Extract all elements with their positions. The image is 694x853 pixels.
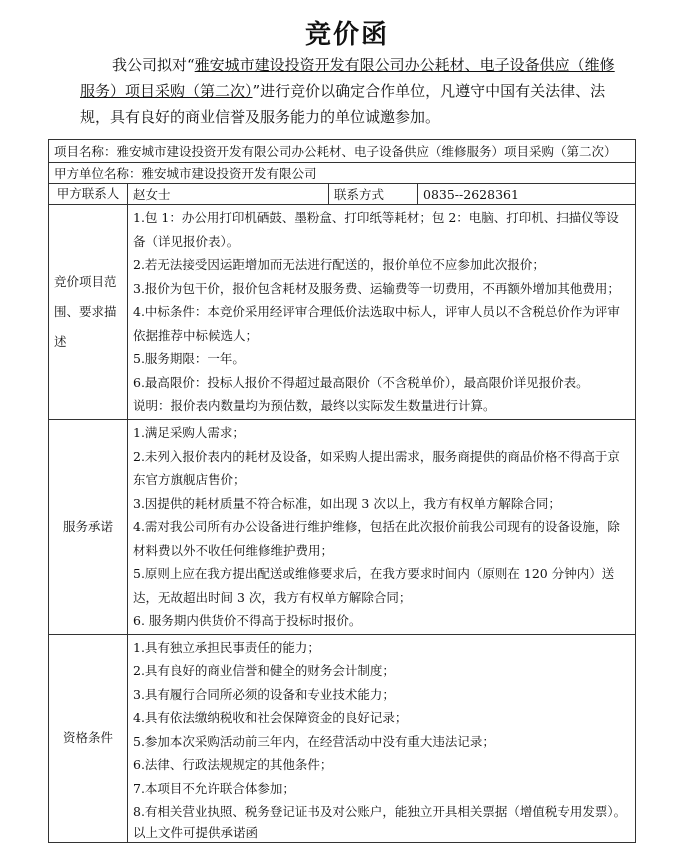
section-label: 服务承诺 <box>49 420 128 635</box>
list-item: 7.本项目不允许联合体参加； <box>133 780 295 796</box>
section-scope <box>49 205 636 420</box>
list-item: 5.原则上应在我方提出配送或维修要求后，在我方要求时间内（原则在 120 分钟内）送达，无故超出时间 3 次，我方有权单方解除合同； <box>133 566 615 605</box>
bid-table <box>48 139 636 843</box>
list-item: 4.具有依法缴纳税收和社会保障资金的良好记录； <box>133 710 408 725</box>
list-item: 8.有相关营业执照、税务登记证书及对公账户，能独立开具相关票据（增值税专用发票）。 <box>133 804 627 819</box>
contact-value: 赵女士 <box>128 184 329 205</box>
intro-paragraph <box>80 52 620 130</box>
contact-label: 甲方联系人 <box>49 184 128 205</box>
list-item: 3.因提供的耗材质量不符合标准，如出现 3 次以上，我方有权单方解除合同； <box>133 495 561 511</box>
list-item: 1.包 1：办公用打印机硒鼓、墨粉盒、打印纸等耗材；包 2：电脑、打印机、扫描仪等设备（详见报价表）。 <box>133 210 619 249</box>
intro-prefix: 我公司拟对“ <box>112 56 195 74</box>
party-a-name: 甲方单位名称：雅安城市建设投资开发有限公司 <box>49 163 636 184</box>
list-item: 6.法律、行政法规规定的其他条件； <box>133 757 333 772</box>
phone-label: 联系方式 <box>329 184 418 205</box>
list-item: 3.具有履行合同所必须的设备和专业技术能力； <box>133 686 395 702</box>
section-service <box>49 420 636 635</box>
list-item: 6.最高限价：投标人报价不得超过最高限价（不含税单价），最高限价详见报价表。 <box>133 374 589 390</box>
list-item: 4.中标条件：本竞价采用经评审合理低价法选取中标人，评审人员以不含税总价作为评审依据推荐中标候选人； <box>133 304 620 343</box>
section-qualification <box>49 634 636 842</box>
list-item: 6. 服务期内供货价不得高于投标时报价。 <box>133 613 362 628</box>
list-item: 以上文件可提供承诺函 <box>133 824 259 840</box>
list-item: 1.具有独立承担民事责任的能力； <box>133 639 320 655</box>
intro-suffix: ”进行竞价以确定合作单位，凡遵守中国有关法律、法规，具有良好的商业信誉及服务能力的单位诚邀参加。 <box>80 82 606 126</box>
page-title: 竞价函 <box>304 20 389 50</box>
list-item: 4.需对我公司所有办公设备进行维护维修，包括在此次报价前我公司现有的设备设施，除材料费以外不收任何维修维护费用； <box>133 519 620 558</box>
list-item: 3.报价为包干价，报价包含耗材及服务费、运输费等一切费用，不再额外增加其他费用； <box>133 280 620 296</box>
list-item: 5.服务期限：一年。 <box>133 351 245 367</box>
list-item: 2.未列入报价表内的耗材及设备，如采购人提出需求，服务商提供的商品价格不得高于京东官方旗舰店售价； <box>133 448 620 487</box>
project-name: 项目名称：雅安城市建设投资开发有限公司办公耗材、电子设备供应（维修服务）项目采购（第二次） <box>49 140 636 163</box>
section-label: 资格条件 <box>49 634 128 842</box>
list-item: 2.具有良好的商业信誉和健全的财务会计制度； <box>133 663 395 678</box>
list-item: 说明：报价表内数量均为预估数，最终以实际发生数量进行计算。 <box>133 398 496 414</box>
intro-project: 雅安城市建设投资开发有限公司办公耗材、电子设备供应（维修服务）项目采购（第二次） <box>80 56 615 100</box>
list-item: 5.参加本次采购活动前三年内，在经营活动中没有重大违法记录； <box>133 733 495 749</box>
phone-value: 0835--2628361 <box>418 184 636 205</box>
list-item: 2.若无法接受因运距增加而无法进行配送的，报价单位不应参加此次报价； <box>133 257 545 273</box>
section-label: 竞价项目范围、要求描述 <box>49 205 128 420</box>
list-item: 1.满足采购人需求； <box>133 425 245 440</box>
